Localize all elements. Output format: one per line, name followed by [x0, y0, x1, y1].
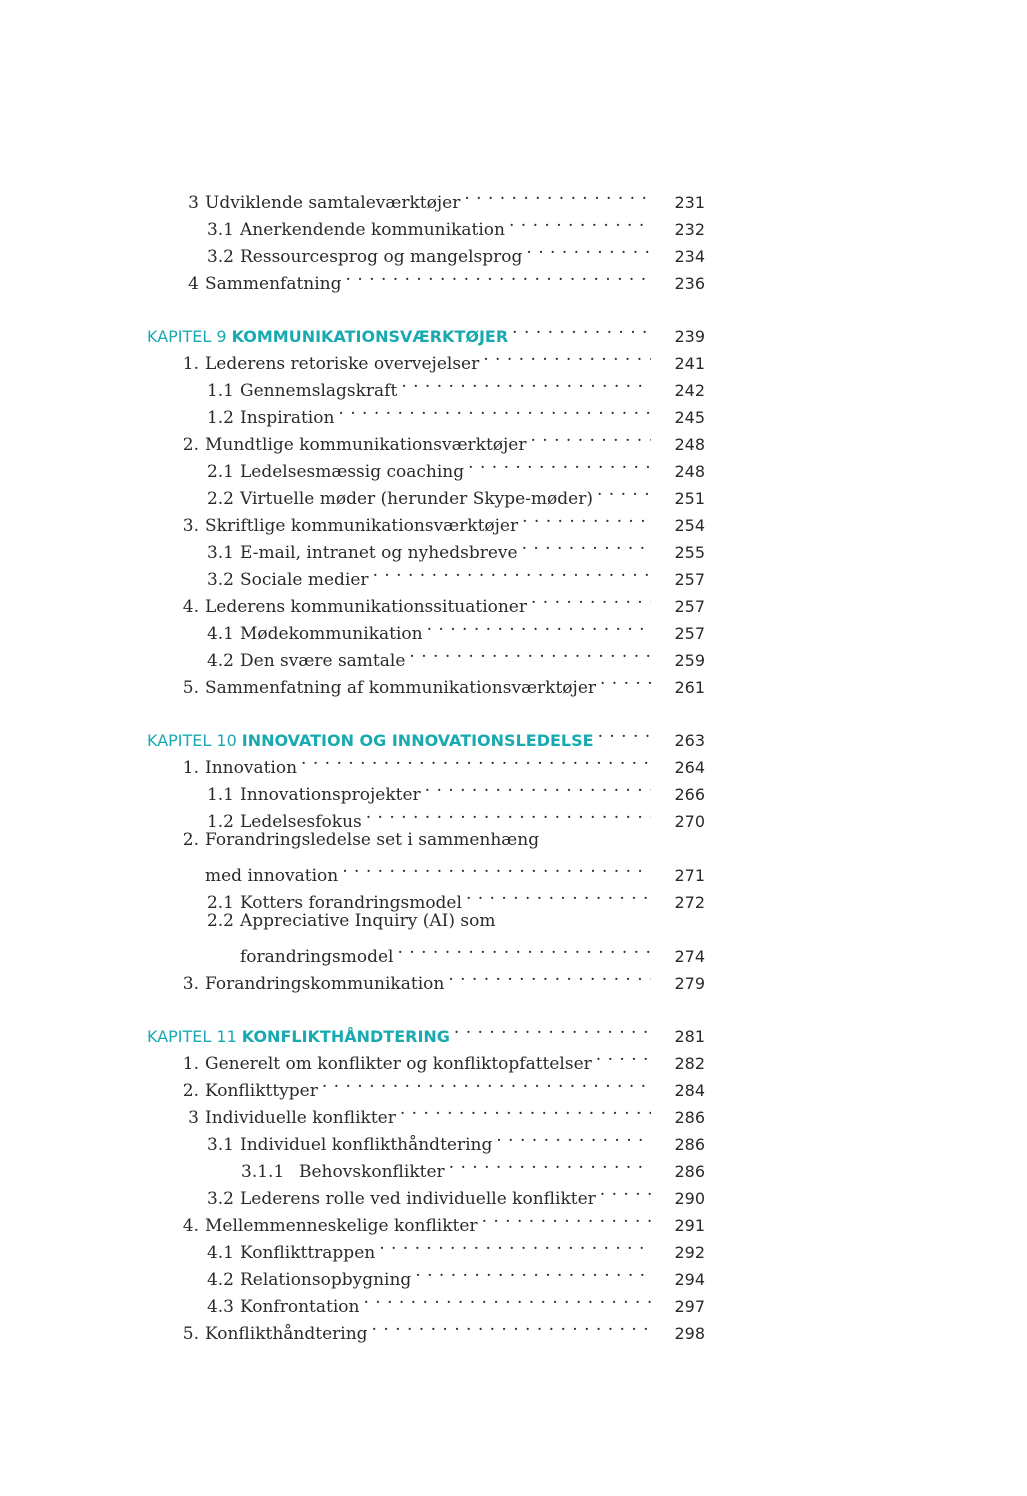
toc-entry[interactable]: 5. Sammenfatning af kommunikationsværktøjer . . . 261 [147, 666, 705, 693]
page-number: 286 [674, 1135, 705, 1154]
toc-entry[interactable]: 2.2 Appreciative Inquiry (AI) som [206, 911, 496, 931]
page-number: 264 [674, 758, 705, 777]
toc-entry-continuation[interactable]: forandringsmodel . . . 274 [147, 935, 705, 962]
toc-entry[interactable]: 2. Mundtlige kommunikationsværktøjer . . . 248 [147, 423, 705, 450]
page-number: 255 [674, 543, 705, 562]
toc-entry[interactable]: 5. Konflikthåndtering . . . 298 [147, 1312, 705, 1339]
page-number: 279 [674, 974, 705, 993]
toc-entry[interactable]: 3.2 Ressourcesprog og mangelsprog . . . 234 [147, 235, 705, 262]
chapter-heading-10[interactable]: KAPITEL 10 INNOVATION OG INNOVATIONSLEDELSE . . . 263 [147, 719, 705, 746]
chapter-heading-9[interactable]: KAPITEL 9 KOMMUNIKATIONSVÆRKTØJER . . . 239 [147, 315, 705, 342]
toc-entry[interactable]: 3.1.1 Behovskonflikter . . . 286 [147, 1150, 705, 1177]
page-number: 234 [674, 247, 705, 266]
page-number: 231 [674, 193, 705, 212]
page-number: 242 [674, 381, 705, 400]
page-number: 232 [674, 220, 705, 239]
toc-entry[interactable]: 2.1 Kotters forandringsmodel . . . 272 [147, 881, 705, 908]
page-number: 292 [674, 1243, 705, 1262]
toc-entry[interactable]: 4. Mellemmenneskelige konflikter . . . 291 [147, 1204, 705, 1231]
page-number: 257 [674, 624, 705, 643]
page-number: 263 [674, 731, 705, 750]
page-number: 245 [674, 408, 705, 427]
toc-entry[interactable]: 4.3 Konfrontation . . . 297 [147, 1285, 705, 1312]
page-number: 298 [674, 1324, 705, 1343]
chapter-heading-11[interactable]: KAPITEL 11 KONFLIKTHÅNDTERING . . . 281 [147, 1015, 705, 1042]
toc-entry[interactable]: 4.1 Konflikttrappen . . . 292 [147, 1231, 705, 1258]
toc-entry[interactable]: 2. Forandringsledelse set i sammenhæng [182, 830, 540, 850]
page-number: 254 [674, 516, 705, 535]
page-number: 294 [674, 1270, 705, 1289]
toc-entry[interactable]: 1.2 Inspiration . . . 245 [147, 396, 705, 423]
page-number: 291 [674, 1216, 705, 1235]
page-number: 257 [674, 597, 705, 616]
page-number: 248 [674, 462, 705, 481]
page-number: 257 [674, 570, 705, 589]
page-number: 281 [674, 1027, 705, 1046]
page-number: 286 [674, 1108, 705, 1127]
page-number: 290 [674, 1189, 705, 1208]
page-number: 272 [674, 893, 705, 912]
page-number: 286 [674, 1162, 705, 1181]
toc-entry[interactable]: 1. Lederens retoriske overvejelser . . . 241 [147, 342, 705, 369]
page-number: 282 [674, 1054, 705, 1073]
page-number: 271 [674, 866, 705, 885]
page-number: 274 [674, 947, 705, 966]
page-number: 241 [674, 354, 705, 373]
page-number: 236 [674, 274, 705, 293]
toc-entry-continuation[interactable]: med innovation . . . 271 [147, 854, 705, 881]
toc-entry[interactable]: 4.1 Mødekommunikation . . . 257 [147, 612, 705, 639]
page-number: 297 [674, 1297, 705, 1316]
toc-entry[interactable]: 3.2 Lederens rolle ved individuelle konflikter . . . 290 [147, 1177, 705, 1204]
toc-entry[interactable]: 3.1 Individuel konflikthåndtering . . . 286 [147, 1123, 705, 1150]
toc-entry[interactable]: 4. Lederens kommunikationssituationer . . . 257 [147, 585, 705, 612]
toc-entry[interactable]: 1.1 Innovationsprojekter . . . 266 [147, 773, 705, 800]
toc-entry[interactable]: 3.1 E-mail, intranet og nyhedsbreve . . . 255 [147, 531, 705, 558]
toc-entry[interactable]: 4.2 Den svære samtale . . . 259 [147, 639, 705, 666]
toc-entry[interactable]: 2. Konflikttyper . . . 284 [147, 1069, 705, 1096]
toc-entry[interactable]: 1.1 Gennemslagskraft . . . 242 [147, 369, 705, 396]
toc-entry[interactable]: 2.2 Virtuelle møder (herunder Skype-møder) . . . 251 [147, 477, 705, 504]
toc-entry[interactable]: 1.2 Ledelsesfokus . . . 270 [147, 800, 705, 827]
toc-entry[interactable]: 3.2 Sociale medier . . . 257 [147, 558, 705, 585]
page-number: 248 [674, 435, 705, 454]
page-number: 251 [674, 489, 705, 508]
page-number: 266 [674, 785, 705, 804]
page-number: 239 [674, 327, 705, 346]
toc-entry[interactable]: 3. Forandringskommunikation . . . 279 [147, 962, 705, 989]
page-number: 259 [674, 651, 705, 670]
page-number: 284 [674, 1081, 705, 1100]
toc-entry[interactable]: 3 Udviklende samtaleværktøjer . . . 231 [147, 181, 705, 208]
toc-entry[interactable]: 3 Individuelle konflikter . . . 286 [147, 1096, 705, 1123]
table-of-contents [147, 181, 705, 1344]
page-number: 270 [674, 812, 705, 831]
page-number: 261 [674, 678, 705, 697]
toc-entry[interactable]: 4 Sammenfatning . . . 236 [147, 262, 705, 289]
toc-entry[interactable]: 3.1 Anerkendende kommunikation . . . 232 [147, 208, 705, 235]
toc-entry[interactable]: 4.2 Relationsopbygning . . . 294 [147, 1258, 705, 1285]
toc-entry[interactable]: 1. Innovation . . . 264 [147, 746, 705, 773]
toc-entry[interactable]: 3. Skriftlige kommunikationsværktøjer . . . 254 [147, 504, 705, 531]
toc-entry[interactable]: 2.1 Ledelsesmæssig coaching . . . 248 [147, 450, 705, 477]
toc-entry[interactable]: 1. Generelt om konflikter og konfliktopfattelser . . . 282 [147, 1042, 705, 1069]
